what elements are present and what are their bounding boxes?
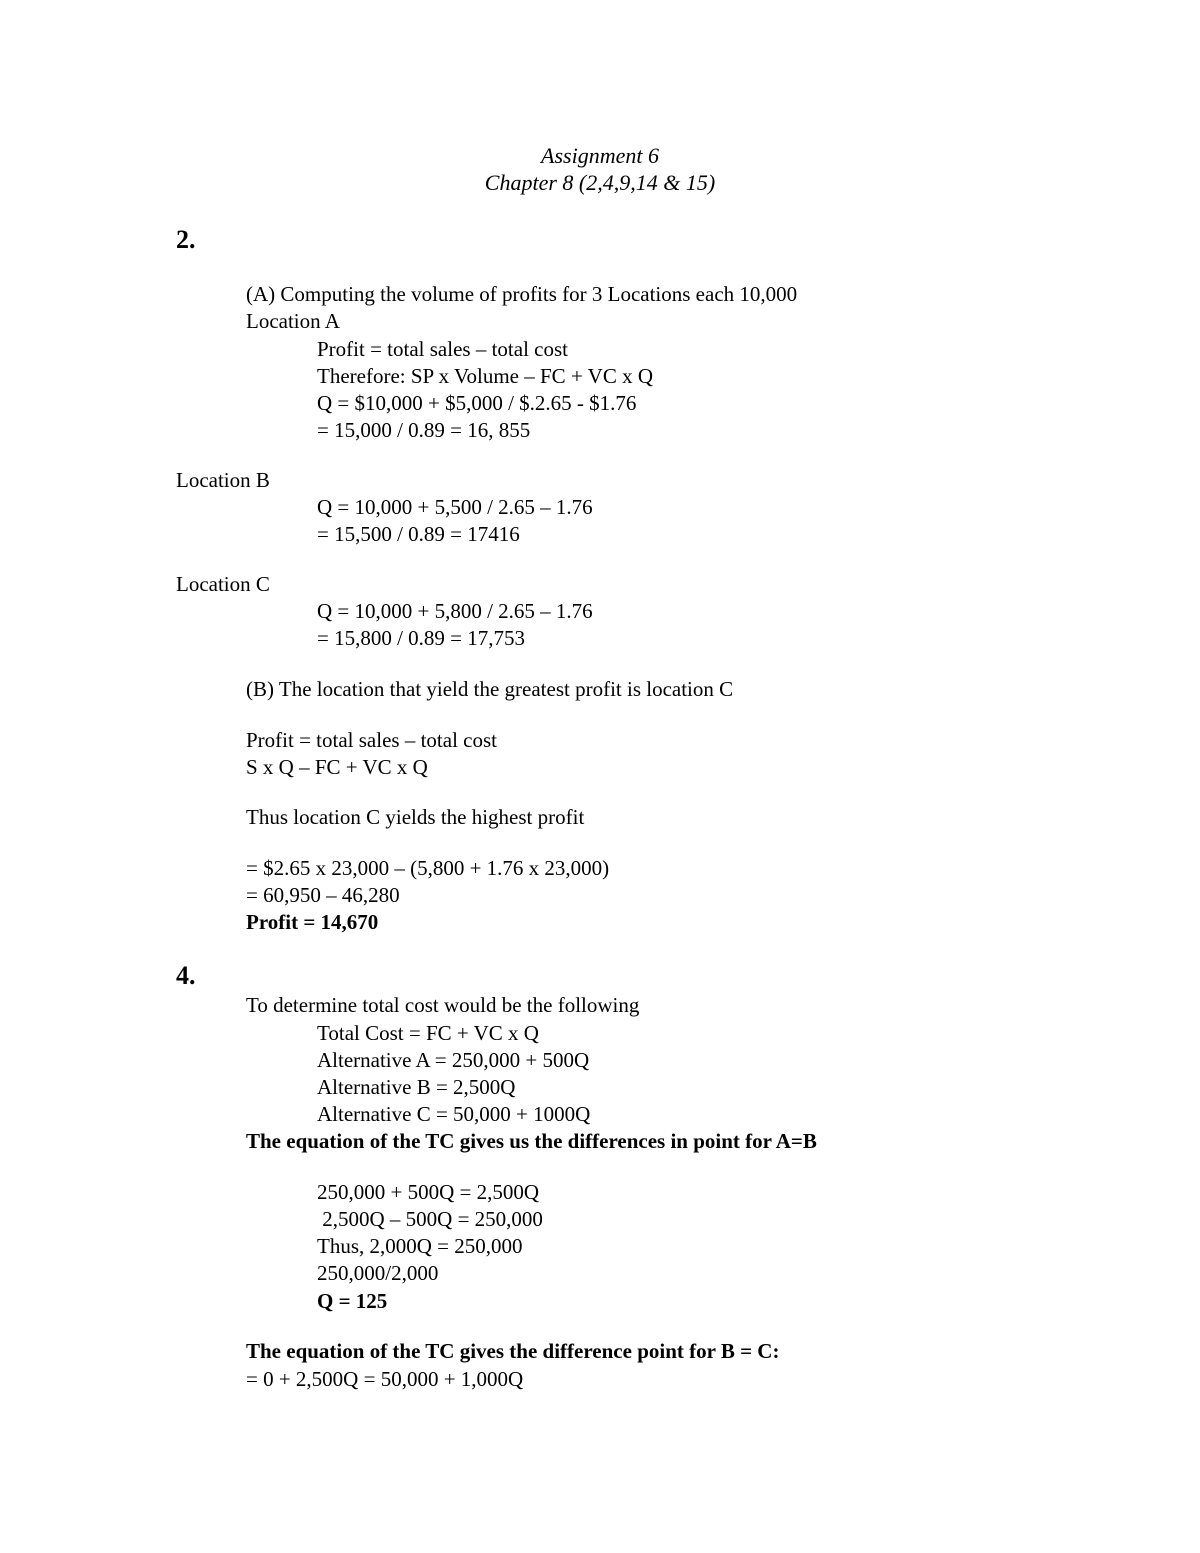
ab-calc-line: 2,500Q – 500Q = 250,000 bbox=[317, 1207, 543, 1231]
location-b-line: Q = 10,000 + 5,500 / 2.65 – 1.76 bbox=[317, 495, 593, 519]
calc-line: = 60,950 – 46,280 bbox=[246, 883, 400, 907]
location-c-label: Location C bbox=[176, 572, 270, 596]
location-a-line: Therefore: SP x Volume – FC + VC x Q bbox=[317, 364, 653, 388]
location-a-label: Location A bbox=[246, 309, 340, 333]
location-a-line: Q = $10,000 + $5,000 / $.2.65 - $1.76 bbox=[317, 391, 637, 415]
document-title: Assignment 6 bbox=[541, 143, 659, 168]
profit-result: Profit = 14,670 bbox=[246, 910, 379, 934]
total-cost-formula: Total Cost = FC + VC x Q bbox=[317, 1021, 539, 1045]
question-2-number: 2. bbox=[176, 225, 196, 254]
profit-formula-line: S x Q – FC + VC x Q bbox=[246, 755, 428, 779]
location-c-line: Q = 10,000 + 5,800 / 2.65 – 1.76 bbox=[317, 599, 593, 623]
bc-heading: The equation of the TC gives the difference point for B = C: bbox=[246, 1339, 780, 1363]
q2-part-a: (A) Computing the volume of profits for 3 Locations each 10,000 bbox=[246, 282, 798, 306]
q2-part-b: (B) The location that yield the greatest profit is location C bbox=[246, 677, 734, 701]
ab-calc-line: 250,000/2,000 bbox=[317, 1261, 439, 1285]
calc-line: = $2.65 x 23,000 – (5,800 + 1.76 x 23,000) bbox=[246, 856, 610, 880]
location-b-line: = 15,500 / 0.89 = 17416 bbox=[317, 522, 520, 546]
ab-calc-line: 250,000 + 500Q = 2,500Q bbox=[317, 1180, 540, 1204]
thus-line: Thus location C yields the highest profit bbox=[246, 805, 585, 829]
alternative-formula: Alternative B = 2,500Q bbox=[317, 1075, 516, 1099]
location-a-line: Profit = total sales – total cost bbox=[317, 337, 568, 361]
alternative-formula: Alternative C = 50,000 + 1000Q bbox=[317, 1102, 591, 1126]
profit-formula-line: Profit = total sales – total cost bbox=[246, 728, 497, 752]
ab-calc-line: Thus, 2,000Q = 250,000 bbox=[317, 1234, 523, 1258]
q4-intro: To determine total cost would be the following bbox=[246, 993, 640, 1017]
bc-line: = 0 + 2,500Q = 50,000 + 1,000Q bbox=[246, 1367, 524, 1391]
question-4-number: 4. bbox=[176, 961, 196, 990]
location-b-label: Location B bbox=[176, 468, 270, 492]
ab-result: Q = 125 bbox=[317, 1289, 388, 1313]
alternative-formula: Alternative A = 250,000 + 500Q bbox=[317, 1048, 590, 1072]
location-a-line: = 15,000 / 0.89 = 16, 855 bbox=[317, 418, 531, 442]
ab-heading: The equation of the TC gives us the differences in point for A=B bbox=[246, 1129, 817, 1153]
document-subtitle: Chapter 8 (2,4,9,14 & 15) bbox=[484, 170, 716, 195]
location-c-line: = 15,800 / 0.89 = 17,753 bbox=[317, 626, 526, 650]
